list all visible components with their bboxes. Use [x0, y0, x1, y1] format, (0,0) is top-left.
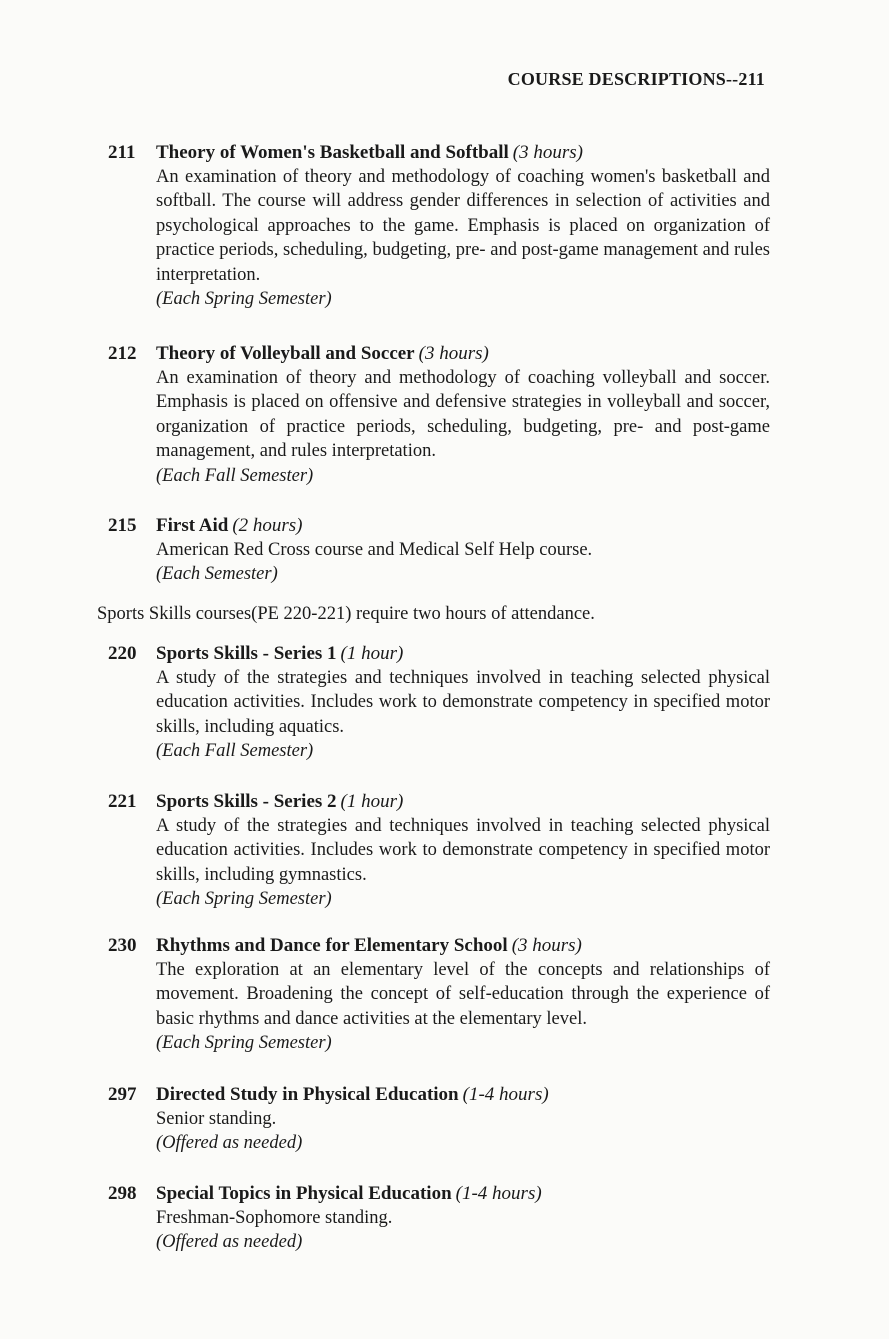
course-hours: (3 hours) [418, 343, 489, 364]
course-heading [108, 642, 770, 666]
course-term: (Each Semester) [156, 564, 278, 585]
course-term: (Offered as needed) [156, 1232, 303, 1253]
course-term: (Offered as needed) [156, 1133, 303, 1154]
course-entry [108, 1182, 770, 1255]
course-body [156, 366, 770, 488]
course-description: An examination of theory and methodology of coaching volleyball and soccer. Emphasis is placed on offensive and defensive strategies in volleyball and soccer, organization of practice periods, scheduling, budgeting, pre- and post-game management, and rules interpretation. [156, 368, 770, 462]
attendance-note: Sports Skills courses(PE 220-221) require two hours of attendance. [97, 604, 595, 624]
course-heading [108, 141, 770, 165]
course-description: An examination of theory and methodology of coaching women's basketball and softball. The course will address gender differences in selection of activities and psychological approaches to the game. Emphasis is placed on organization of practice periods, scheduling, budgeting, pre- and post-game management and rules interpretation. [156, 167, 770, 285]
course-number: 212 [108, 343, 137, 364]
course-entry [108, 790, 770, 912]
course-entry [108, 514, 770, 587]
course-description: A study of the strategies and techniques involved in teaching selected physical education activities. Includes work to demonstrate competency in specified motor skills, including aquatics. [156, 668, 770, 737]
course-number: 230 [108, 935, 137, 956]
course-body [156, 165, 770, 311]
course-title: Sports Skills - Series 2 [156, 791, 337, 812]
course-body [156, 958, 770, 1056]
course-body [156, 814, 770, 912]
course-entry [108, 342, 770, 488]
course-entry [108, 1083, 770, 1156]
course-hours: (3 hours) [512, 142, 583, 163]
running-header: COURSE DESCRIPTIONS--211 [507, 69, 765, 89]
course-heading [108, 514, 770, 538]
course-title: Sports Skills - Series 1 [156, 643, 337, 664]
course-description: American Red Cross course and Medical Self Help course. [156, 540, 593, 560]
course-hours: (1 hour) [340, 643, 404, 664]
course-term: (Each Spring Semester) [156, 1033, 332, 1054]
course-heading [108, 1083, 770, 1107]
course-description: Senior standing. [156, 1109, 277, 1129]
course-number: 220 [108, 643, 137, 664]
course-description: The exploration at an elementary level of the concepts and relationships of movement. Broadening the concept of self-education through the experience of basic rhythms and dance activities at the elementary level. [156, 960, 770, 1029]
course-title: Theory of Women's Basketball and Softball [156, 142, 509, 163]
course-title: First Aid [156, 515, 229, 536]
course-body [156, 538, 770, 587]
course-entry [108, 141, 770, 311]
course-title: Special Topics in Physical Education [156, 1183, 452, 1204]
course-body [156, 666, 770, 764]
course-heading [108, 790, 770, 814]
course-title: Rhythms and Dance for Elementary School [156, 935, 508, 956]
course-number: 215 [108, 515, 137, 536]
course-number: 211 [108, 142, 136, 163]
course-heading [108, 1182, 770, 1206]
course-term: (Each Spring Semester) [156, 289, 332, 310]
course-term: (Each Spring Semester) [156, 889, 332, 910]
course-description: Freshman-Sophomore standing. [156, 1208, 393, 1228]
course-hours: (1 hour) [340, 791, 404, 812]
course-body [156, 1107, 770, 1156]
course-term: (Each Fall Semester) [156, 741, 314, 762]
course-entry [108, 934, 770, 1056]
course-hours: (1-4 hours) [455, 1183, 542, 1204]
course-number: 221 [108, 791, 137, 812]
course-term: (Each Fall Semester) [156, 465, 314, 486]
course-number: 297 [108, 1084, 137, 1105]
course-description: A study of the strategies and techniques involved in teaching selected physical education activities. Includes work to demonstrate competency in specified motor skills, including gymnastics. [156, 816, 770, 885]
course-entry [108, 642, 770, 764]
course-title: Theory of Volleyball and Soccer [156, 343, 415, 364]
course-title: Directed Study in Physical Education [156, 1084, 459, 1105]
course-hours: (2 hours) [232, 515, 303, 536]
course-body [156, 1206, 770, 1255]
course-hours: (3 hours) [511, 935, 582, 956]
course-heading [108, 342, 770, 366]
course-number: 298 [108, 1183, 137, 1204]
course-hours: (1-4 hours) [462, 1084, 549, 1105]
course-heading [108, 934, 770, 958]
